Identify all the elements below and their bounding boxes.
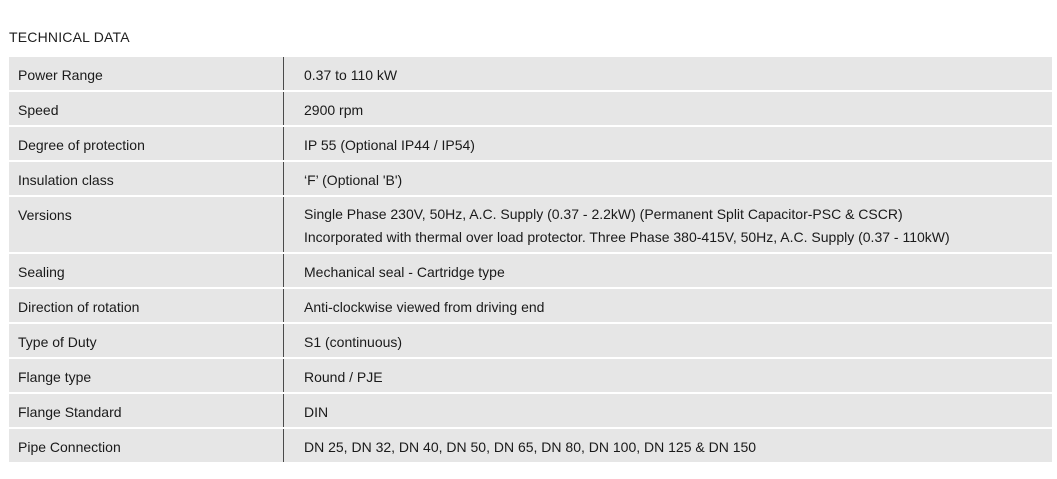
row-label-cell bbox=[9, 428, 284, 463]
row-label-cell bbox=[9, 253, 284, 288]
row-value-cell bbox=[284, 288, 1053, 323]
row-value-cell bbox=[284, 358, 1053, 393]
row-value-line: Mechanical seal - Cartridge type bbox=[304, 264, 505, 280]
row-value-line: Round / PJE bbox=[304, 369, 383, 385]
row-label-cell bbox=[9, 91, 284, 126]
table-row bbox=[9, 161, 1052, 196]
section-title: TECHNICAL DATA bbox=[9, 29, 130, 45]
row-value bbox=[304, 429, 1052, 458]
row-value-cell bbox=[284, 57, 1053, 91]
table-row bbox=[9, 323, 1052, 358]
row-value-line: 2900 rpm bbox=[304, 102, 364, 118]
row-label: Flange Standard bbox=[18, 404, 122, 420]
table-row bbox=[9, 288, 1052, 323]
row-label: Degree of protection bbox=[18, 137, 145, 153]
row-value bbox=[304, 324, 1052, 353]
row-value bbox=[304, 359, 1052, 388]
row-label: Insulation class bbox=[18, 172, 114, 188]
row-label: Flange type bbox=[18, 369, 92, 385]
row-value-line: 0.37 to 110 kW bbox=[304, 67, 398, 83]
row-value-cell bbox=[284, 161, 1053, 196]
row-value-line: Single Phase 230V, 50Hz, A.C. Supply (0.37 - 2.2kW) (Permanent Split Capacitor-PSC & CSCR) bbox=[304, 206, 903, 222]
row-value-cell bbox=[284, 428, 1053, 463]
row-label: Power Range bbox=[18, 67, 103, 83]
row-value bbox=[304, 127, 1052, 156]
row-label: Type of Duty bbox=[18, 334, 97, 350]
row-label-cell bbox=[9, 126, 284, 161]
row-label: Pipe Connection bbox=[18, 439, 121, 455]
row-value-cell bbox=[284, 196, 1053, 253]
row-value bbox=[304, 254, 1052, 283]
technical-data-table bbox=[9, 57, 1052, 464]
table-row bbox=[9, 253, 1052, 288]
row-value-cell bbox=[284, 91, 1053, 126]
row-value-cell bbox=[284, 253, 1053, 288]
table-row bbox=[9, 393, 1052, 428]
row-label: Speed bbox=[18, 102, 59, 118]
row-label-cell bbox=[9, 196, 284, 253]
row-value-line: Incorporated with thermal over load protector. Three Phase 380-415V, 50Hz, A.C. Supply (0.37 - 110kW) bbox=[304, 229, 950, 245]
row-label: Versions bbox=[18, 207, 72, 223]
row-value-line: IP 55 (Optional IP44 / IP54) bbox=[304, 137, 475, 153]
row-label-cell bbox=[9, 288, 284, 323]
row-value bbox=[304, 92, 1052, 121]
row-label: Direction of rotation bbox=[18, 299, 140, 315]
table-row bbox=[9, 126, 1052, 161]
table-row bbox=[9, 358, 1052, 393]
row-value bbox=[304, 197, 1052, 249]
row-label-cell bbox=[9, 323, 284, 358]
row-value bbox=[304, 57, 1052, 86]
table-row bbox=[9, 57, 1052, 91]
table-row bbox=[9, 428, 1052, 463]
row-value-line: DIN bbox=[304, 404, 329, 420]
row-value-cell bbox=[284, 323, 1053, 358]
row-label-cell bbox=[9, 358, 284, 393]
row-label-cell bbox=[9, 393, 284, 428]
row-label-cell bbox=[9, 161, 284, 196]
table-body bbox=[9, 57, 1052, 463]
row-value bbox=[304, 162, 1052, 191]
row-value-line: ‘F’ (Optional 'B') bbox=[304, 172, 403, 188]
row-label: Sealing bbox=[18, 264, 65, 280]
row-value-line: DN 25, DN 32, DN 40, DN 50, DN 65, DN 80, DN 100, DN 125 & DN 150 bbox=[304, 439, 757, 455]
table-row bbox=[9, 196, 1052, 253]
row-value bbox=[304, 394, 1052, 423]
table-row bbox=[9, 91, 1052, 126]
row-value-line: Anti-clockwise viewed from driving end bbox=[304, 299, 545, 315]
row-value bbox=[304, 289, 1052, 318]
row-value-line: S1 (continuous) bbox=[304, 334, 403, 350]
row-label-cell bbox=[9, 57, 284, 91]
row-value-cell bbox=[284, 393, 1053, 428]
row-value-cell bbox=[284, 126, 1053, 161]
